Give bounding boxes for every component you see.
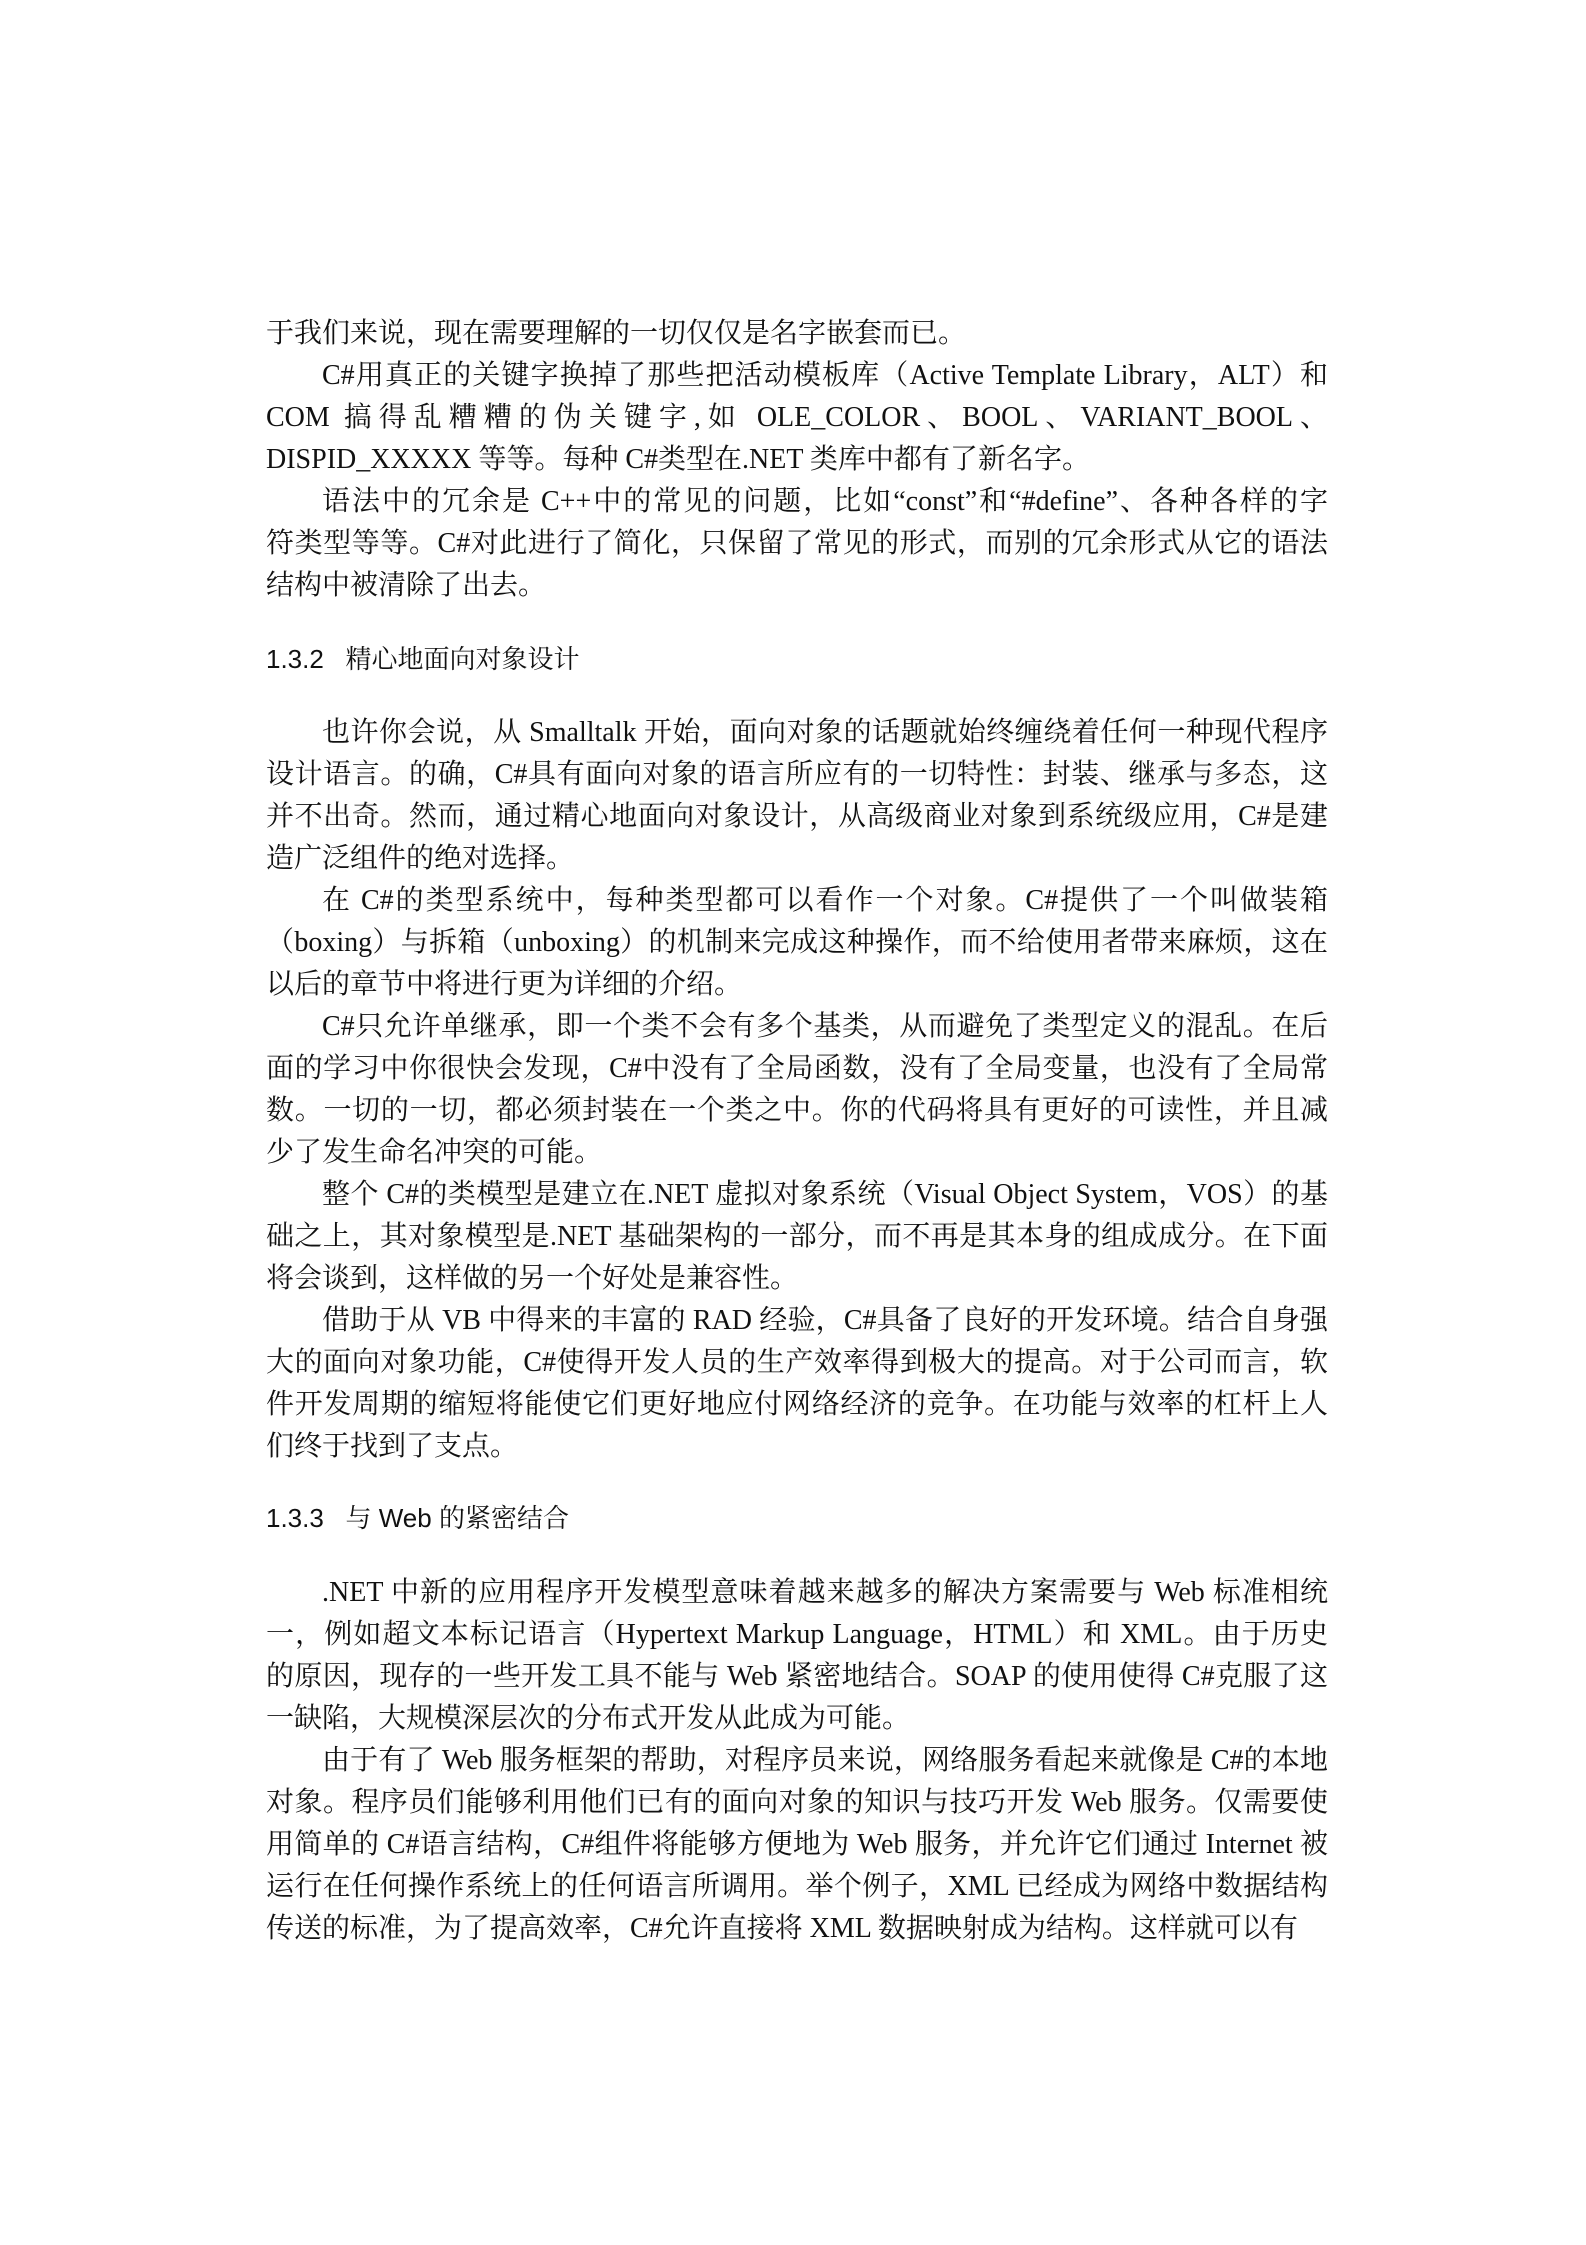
- paragraph: [266, 355, 1328, 481]
- text-line: 由于有了 Web 服务框架的帮助，对程序员来说，网络服务看起来就像是 C#的本地: [322, 1745, 1328, 1776]
- text-line: 符类型等等。C#对此进行了简化，只保留了常见的形式，而别的冗余形式从它的语法: [266, 528, 1328, 559]
- text-line: 运行在任何操作系统上的任何语言所调用。举个例子，XML 已经成为网络中数据结构: [266, 1871, 1328, 1902]
- text-line: COM 搞得乱糟糟的伪关键字,如 OLE_COLOR、BOOL、VARIANT_BOOL、: [266, 402, 1328, 433]
- text-line: 在 C#的类型系统中，每种类型都可以看作一个对象。C#提供了一个叫做装箱: [322, 885, 1328, 916]
- text-line: 数。一切的一切，都必须封装在一个类之中。你的代码将具有更好的可读性，并且减: [266, 1095, 1328, 1126]
- section-heading-1-3-2: [266, 638, 580, 680]
- text-line: C#用真正的关键字换掉了那些把活动模板库（Active Template Library，ALT）和: [322, 360, 1328, 391]
- heading-number: 1.3.3: [266, 1503, 324, 1533]
- text-line: 结构中被清除了出去。: [266, 570, 547, 601]
- text-line: 于我们来说，现在需要理解的一切仅仅是名字嵌套而已。: [266, 318, 967, 349]
- text-line: 并不出奇。然而，通过精心地面向对象设计，从高级商业对象到系统级应用，C#是建: [266, 801, 1328, 832]
- heading-title: 精心地面向对象设计: [345, 644, 580, 674]
- paragraph: [266, 880, 1328, 1006]
- text-line: 设计语言。的确，C#具有面向对象的语言所应有的一切特性：封装、继承与多态，这: [266, 759, 1328, 790]
- text-line: 传送的标准，为了提高效率，C#允许直接将 XML 数据映射成为结构。这样就可以有: [266, 1913, 1298, 1944]
- text-line: 一，例如超文本标记语言（Hypertext Markup Language，HTML）和 XML。由于历史: [266, 1619, 1328, 1650]
- text-line: 们终于找到了支点。: [266, 1431, 519, 1462]
- text-line: 的原因，现存的一些开发工具不能与 Web 紧密地结合。SOAP 的使用使得 C#克服了这: [266, 1661, 1328, 1692]
- text-line: 础之上，其对象模型是.NET 基础架构的一部分，而不再是其本身的组成成分。在下面: [266, 1221, 1328, 1252]
- paragraph: [266, 1006, 1328, 1174]
- text-line: 造广泛组件的绝对选择。: [266, 843, 575, 874]
- text-line: 也许你会说，从 Smalltalk 开始，面向对象的话题就始终缠绕着任何一种现代程序: [322, 717, 1328, 748]
- paragraph: [266, 1572, 1328, 1740]
- text-line: 对象。程序员们能够利用他们已有的面向对象的知识与技巧开发 Web 服务。仅需要使: [266, 1787, 1328, 1818]
- text-line: 用简单的 C#语言结构，C#组件将能够方便地为 Web 服务，并允许它们通过 Internet 被: [266, 1829, 1328, 1860]
- text-line: 将会谈到，这样做的另一个好处是兼容性。: [266, 1263, 799, 1294]
- text-line: （boxing）与拆箱（unboxing）的机制来完成这种操作，而不给使用者带来麻烦，这在: [266, 927, 1328, 958]
- text-line: 整个 C#的类模型是建立在.NET 虚拟对象系统（Visual Object System，VOS）的基: [322, 1179, 1328, 1210]
- text-line: 大的面向对象功能，C#使得开发人员的生产效率得到极大的提高。对于公司而言，软: [266, 1347, 1328, 1378]
- text-line: 件开发周期的缩短将能使它们更好地应付网络经济的竞争。在功能与效率的杠杆上人: [266, 1389, 1328, 1420]
- paragraph: [266, 1740, 1328, 1950]
- heading-title: 与 Web 的紧密结合: [345, 1503, 569, 1533]
- text-block-section-1-3-3: [266, 1572, 1328, 1950]
- text-line: 语法中的冗余是 C++中的常见的问题，比如“const”和“#define”、各种各样的字: [322, 486, 1328, 517]
- text-line: 一缺陷，大规模深层次的分布式开发从此成为可能。: [266, 1703, 911, 1734]
- heading-number: 1.3.2: [266, 644, 324, 674]
- paragraph: [266, 1300, 1328, 1468]
- paragraph: [266, 481, 1328, 607]
- text-line: 少了发生命名冲突的可能。: [266, 1137, 603, 1168]
- text-line: 面的学习中你很快会发现，C#中没有了全局函数，没有了全局变量，也没有了全局常: [266, 1053, 1328, 1084]
- paragraph: [266, 1174, 1328, 1300]
- text-line: DISPID_XXXXX 等等。每种 C#类型在.NET 类库中都有了新名字。: [266, 444, 1090, 475]
- section-heading-1-3-3: [266, 1497, 569, 1539]
- text-line: .NET 中新的应用程序开发模型意味着越来越多的解决方案需要与 Web 标准相统: [322, 1577, 1328, 1608]
- text-line: C#只允许单继承，即一个类不会有多个基类，从而避免了类型定义的混乱。在后: [322, 1011, 1328, 1042]
- text-block-intro: [266, 313, 1328, 607]
- paragraph: [266, 313, 1328, 355]
- text-line: 以后的章节中将进行更为详细的介绍。: [266, 969, 743, 1000]
- text-line: 借助于从 VB 中得来的丰富的 RAD 经验，C#具备了良好的开发环境。结合自身强: [322, 1305, 1328, 1336]
- text-block-section-1-3-2: [266, 712, 1328, 1468]
- paragraph: [266, 712, 1328, 880]
